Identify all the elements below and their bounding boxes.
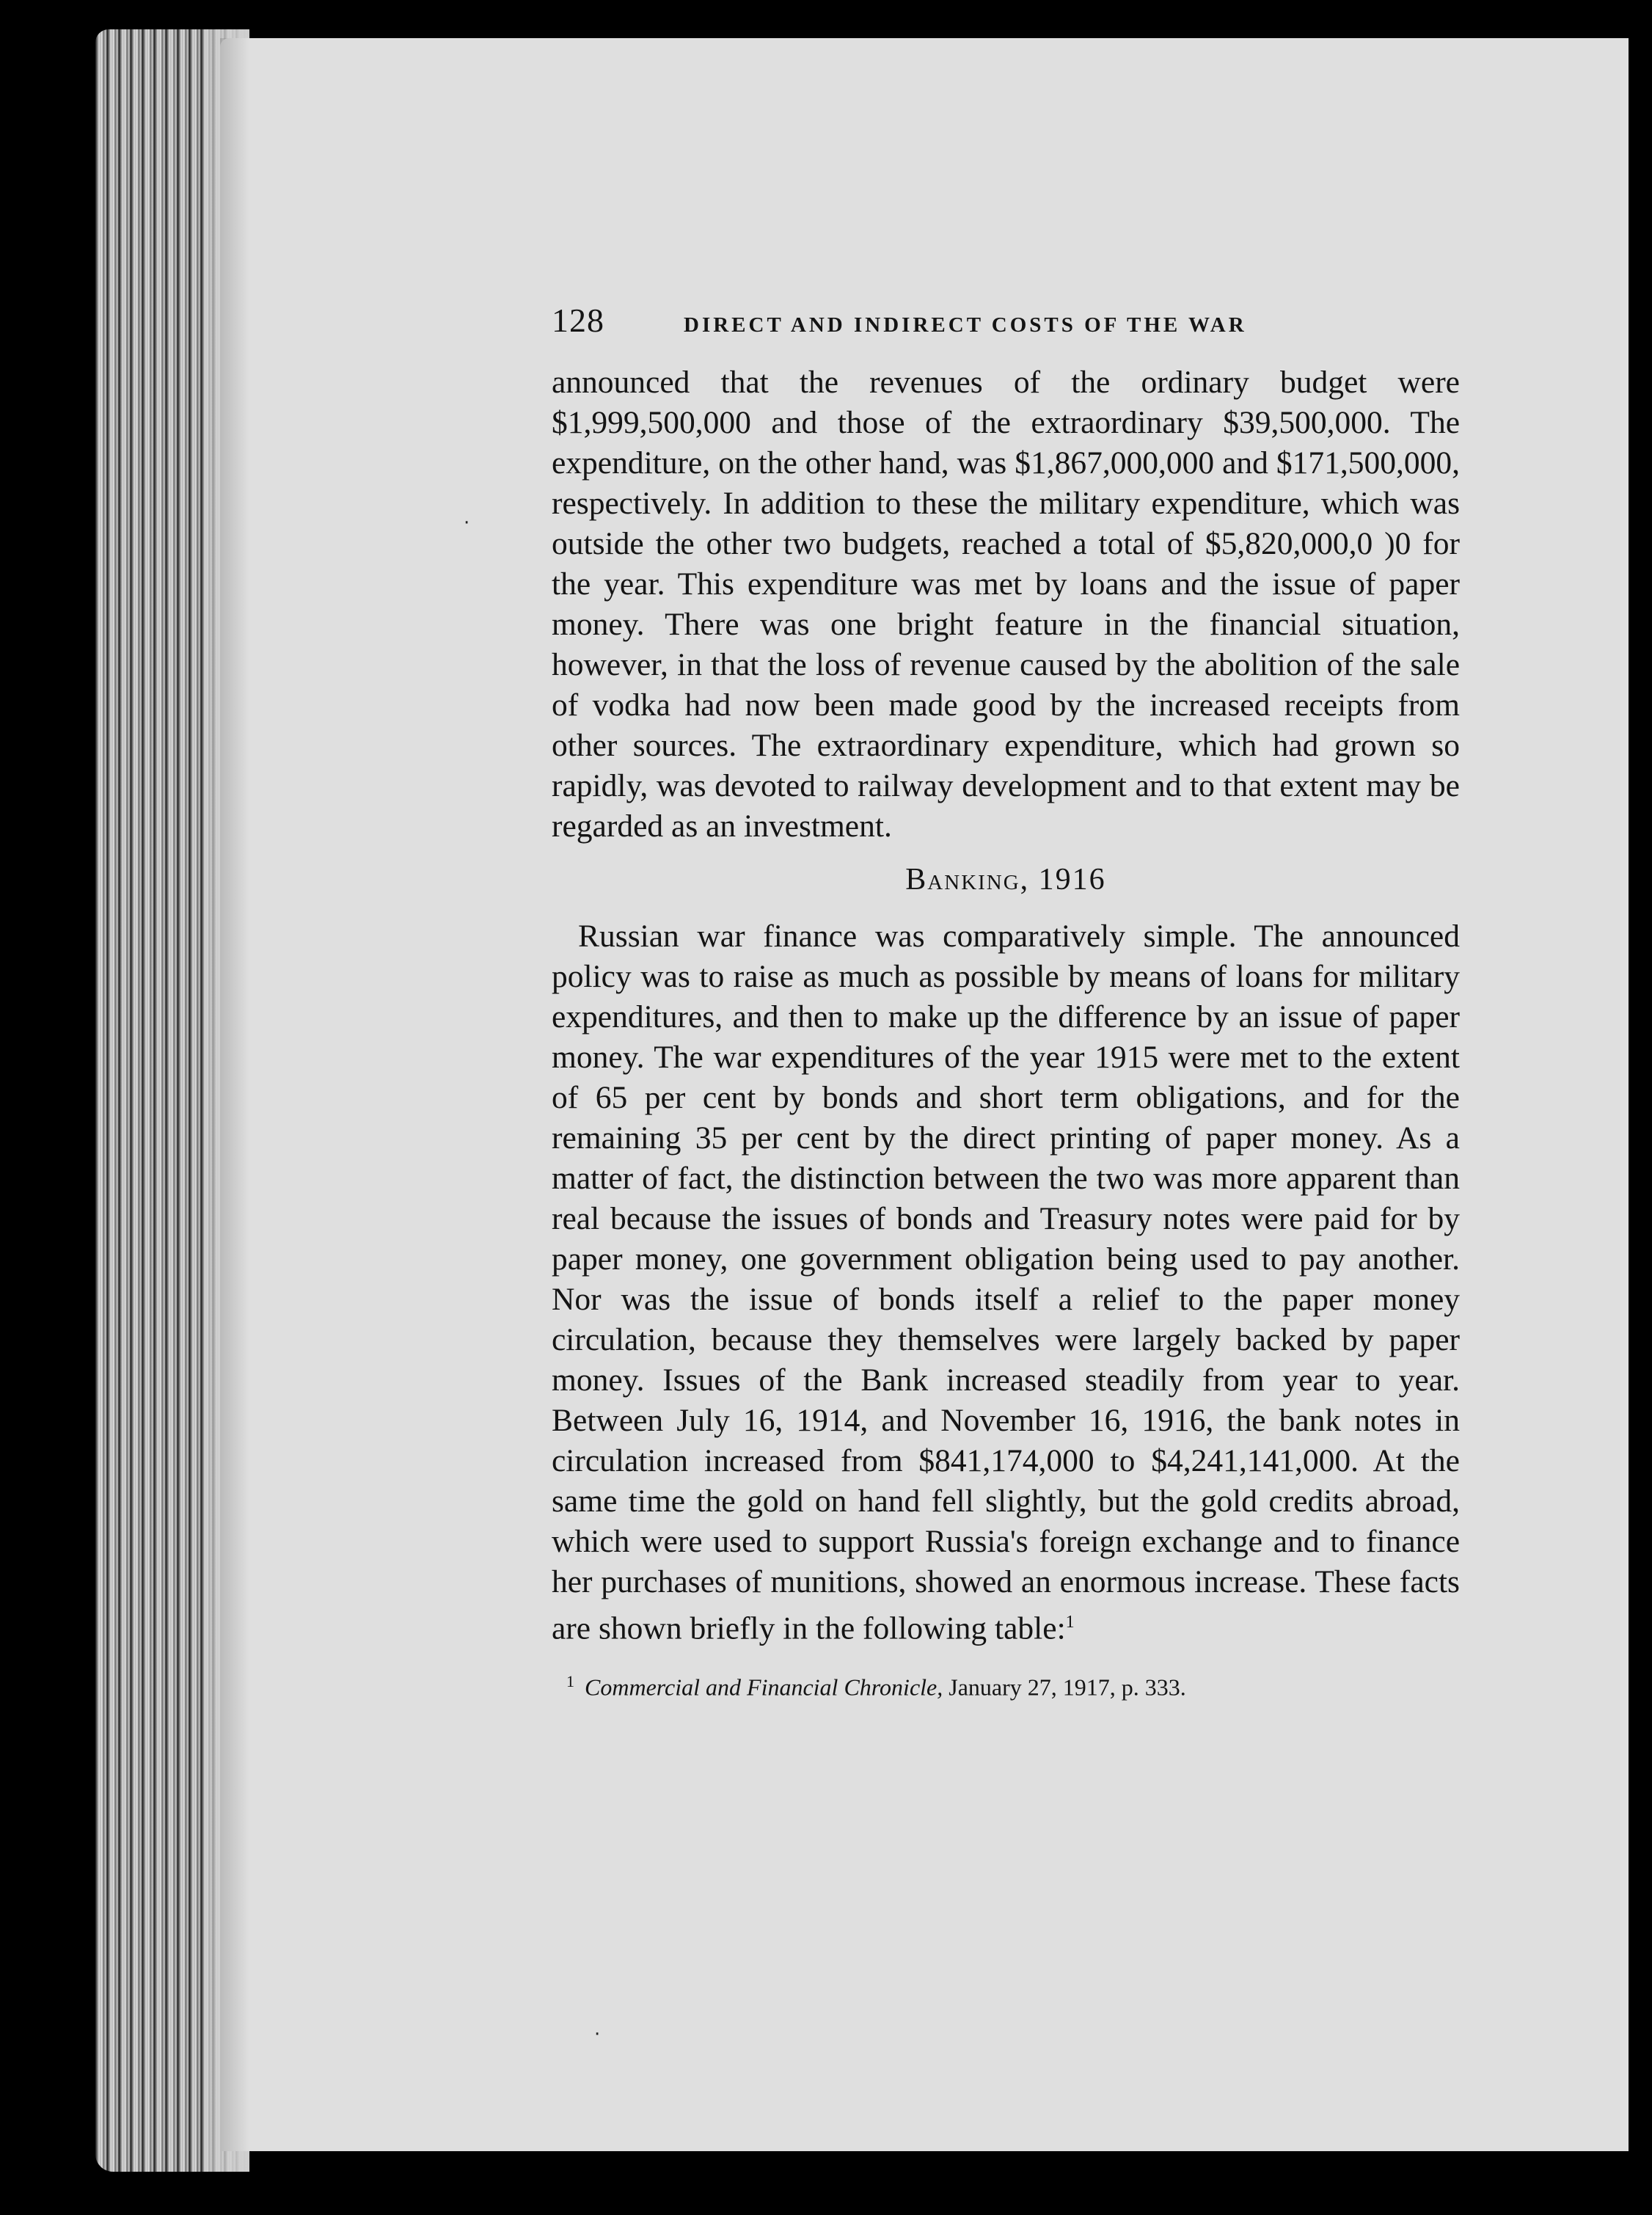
body-paragraph: announced that the revenues of the ordinary budget were $1,999,500,000 and those of the extraordinary $39,500,000. The expenditure, on the other hand, was $1,867,000,000 and $171,500,000, respectively. In addition to these the military expenditure, which was outside the other two budgets, reached a total of $5,820,000,0 )0 for the year. This expenditure was met by loans and the issue of paper money. There was one bright feature in the financial situation, however, in that the loss of revenue caused by the abolition of the sale of vodka had now been made good by the increased receipts from other sources. The extraordinary expenditure, which had grown so rapidly, was devoted to railway development and to that extent may be regarded as an investment. — [552, 365, 1460, 844]
page-text-block — [552, 301, 1460, 1703]
page-gutter-shadow — [220, 38, 249, 2151]
scan-speck: · — [464, 512, 470, 534]
section-heading: Banking, 1916 — [905, 863, 1106, 897]
scan-speck: · — [594, 2024, 601, 2046]
running-title: DIRECT AND INDIRECT COSTS OF THE WAR — [684, 313, 1247, 337]
footnote-reference: 1 — [1065, 1613, 1075, 1632]
footnote — [552, 1665, 1460, 1704]
page-number: 128 — [552, 302, 604, 339]
footnote-details: January 27, 1917, p. 333. — [949, 1674, 1186, 1701]
running-head — [552, 301, 1460, 352]
paragraph-text: Russian war finance was comparatively simple. The announced policy was to raise as much as possible by means of loans for military expenditures, and then to make up the difference by an issue of paper money. The war expenditures of the year 1915 were met to the extent of 65 per cent by bonds and short term obligations, and for the remaining 35 per cent by the direct printing of paper money. As a matter of fact, the distinction between the two was more apparent than real because the issues of bonds and Treasury notes were paid for by paper money, one government obligation being used to pay another. Nor was the issue of bonds itself a relief to the paper money circulation, because they themselves were largely backed by paper money. Issues of the Bank increased steadily from year to year. Between July 16, 1914, and November 16, 1916, the bank notes in circulation increased from $841,174,000 to $4,241,141,000. At the same time the gold on hand fell slightly, but the gold credits abroad, which were used to support Russia's foreign exchange and to finance her purchases of munitions, showed an enormous increase. These facts are shown briefly in the following table: — [552, 919, 1460, 1646]
footnote-marker: 1 — [566, 1671, 574, 1690]
footnote-source: Commercial and Financial Chronicle, — [585, 1674, 943, 1701]
body-paragraph — [552, 916, 1460, 1649]
